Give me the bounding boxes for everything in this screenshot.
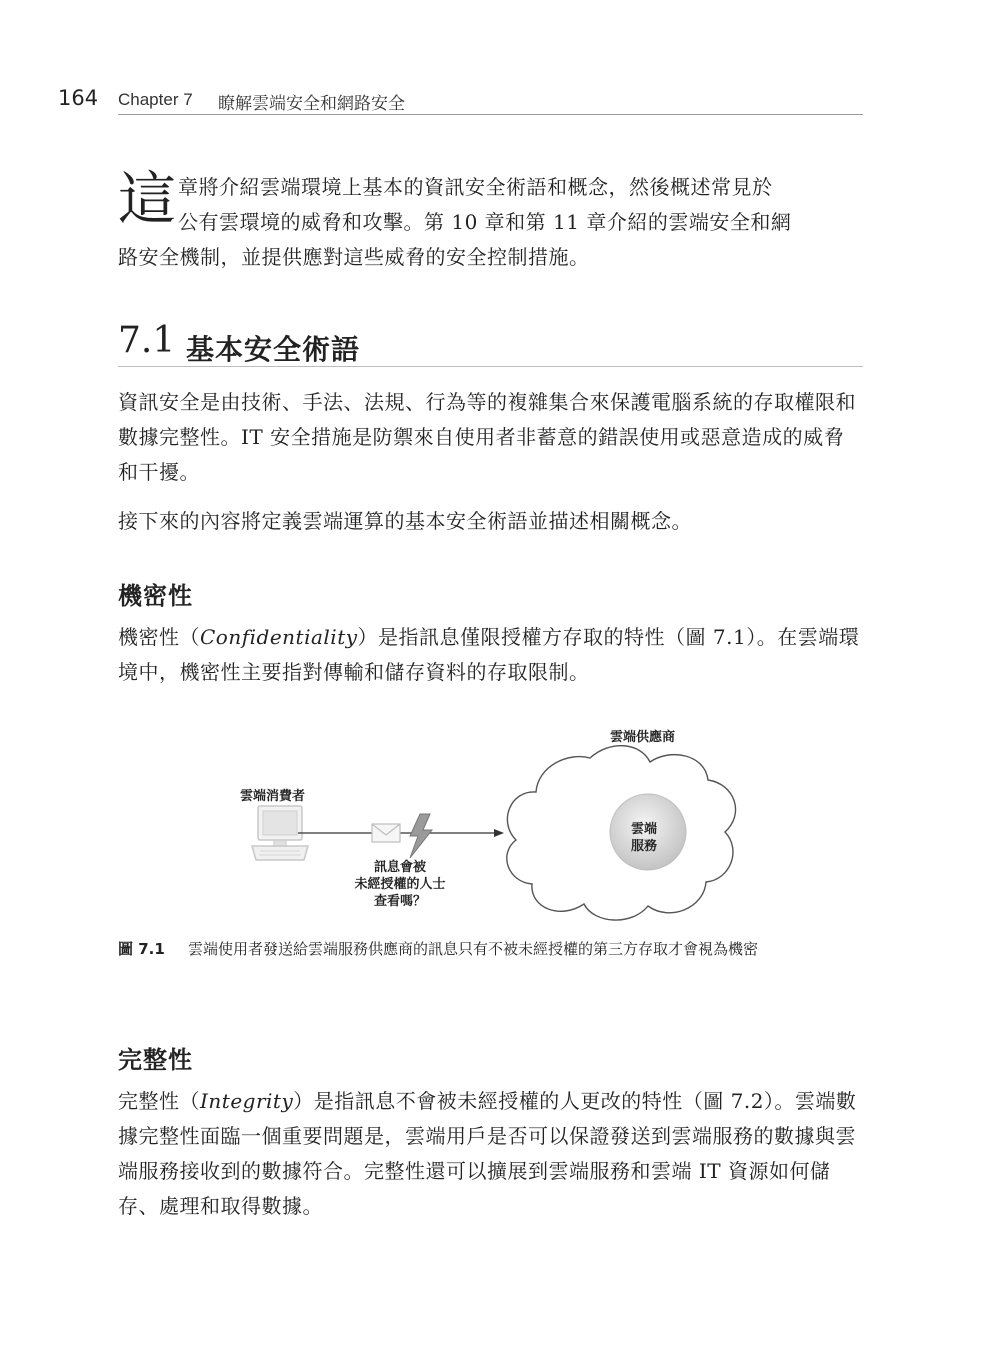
figure-diagram: [230, 718, 770, 928]
question-line-1: 訊息會被: [373, 860, 426, 875]
section-paragraph-1: 資訊安全是由技術、手法、法規、行為等的複雜集合來保護電腦系統的存取權限和數據完整性。IT 安全措施是防禦來自使用者非蓄意的錯誤使用或惡意造成的威脅和干擾。: [118, 390, 856, 484]
running-header: [58, 86, 863, 115]
drop-cap: 這: [118, 165, 177, 233]
intro-line-3: 路安全機制，並提供應對這些威脅的安全控制措施。: [118, 245, 590, 269]
chapter-label: Chapter 7: [118, 90, 193, 109]
figure-7-1: [230, 718, 770, 928]
question-line-3: 查看嗎？: [373, 894, 426, 909]
confidentiality-heading: 機密性: [118, 582, 193, 610]
integrity-term: 完整性（: [118, 1089, 200, 1113]
question-label: [330, 859, 470, 910]
figure-caption-number: 圖 7.1: [118, 940, 165, 958]
cloud-consumer-label: 雲端消費者: [240, 789, 306, 804]
section-paragraph-2: 接下來的內容將定義雲端運算的基本安全術語並描述相關概念。: [118, 509, 692, 533]
section-title: 基本安全術語: [186, 333, 361, 366]
cloud-service-label-line-1: 雲端: [631, 822, 658, 837]
message-arrow: [298, 829, 504, 837]
lightning-icon: [410, 814, 432, 858]
integrity-term-en: Integrity: [200, 1089, 294, 1113]
cloud-service-label-line-2: 服務: [631, 839, 658, 854]
integrity-paragraph: [118, 1084, 863, 1224]
page-number: 164: [58, 86, 99, 110]
confidentiality-paragraph: [118, 620, 863, 690]
section-number: 7.1: [118, 320, 176, 361]
cloud-provider-label: 雲端供應商: [610, 730, 676, 745]
section-heading: [118, 322, 863, 367]
chapter-title: 瞭解雲端安全和網路安全: [218, 94, 405, 114]
figure-caption-text: 雲端使用者發送給雲端服務供應商的訊息只有不被未經授權的第三方存取才會視為機密: [188, 940, 759, 958]
intro-line-1: 章將介紹雲端環境上基本的資訊安全術語和概念，然後概述常見於: [178, 175, 773, 199]
confidentiality-term: 機密性（: [118, 625, 200, 649]
integrity-heading: 完整性: [118, 1046, 193, 1074]
question-line-2: 未經授權的人士: [354, 877, 446, 892]
integrity-text: ）是指訊息不會被未經授權的人更改的特性（圖 7.2）。雲端數據完整性面臨一個重要問題是，雲端用戶是否可以保證發送到雲端服務的數據與雲端服務接收到的數據符合。完整性還可以擴展到雲端服務和雲端 IT 資源如何儲存、處理和取得數據。: [118, 1089, 857, 1218]
intro-line-2: 公有雲環境的威脅和攻擊。第 10 章和第 11 章介紹的雲端安全和網: [178, 210, 792, 234]
envelope-icon: [372, 824, 400, 842]
confidentiality-text: ）是指訊息僅限授權方存取的特性（圖 7.1）。在雲端環境中，機密性主要指對傳輸和儲存資料的存取限制。: [118, 625, 860, 684]
confidentiality-term-en: Confidentiality: [200, 625, 358, 649]
